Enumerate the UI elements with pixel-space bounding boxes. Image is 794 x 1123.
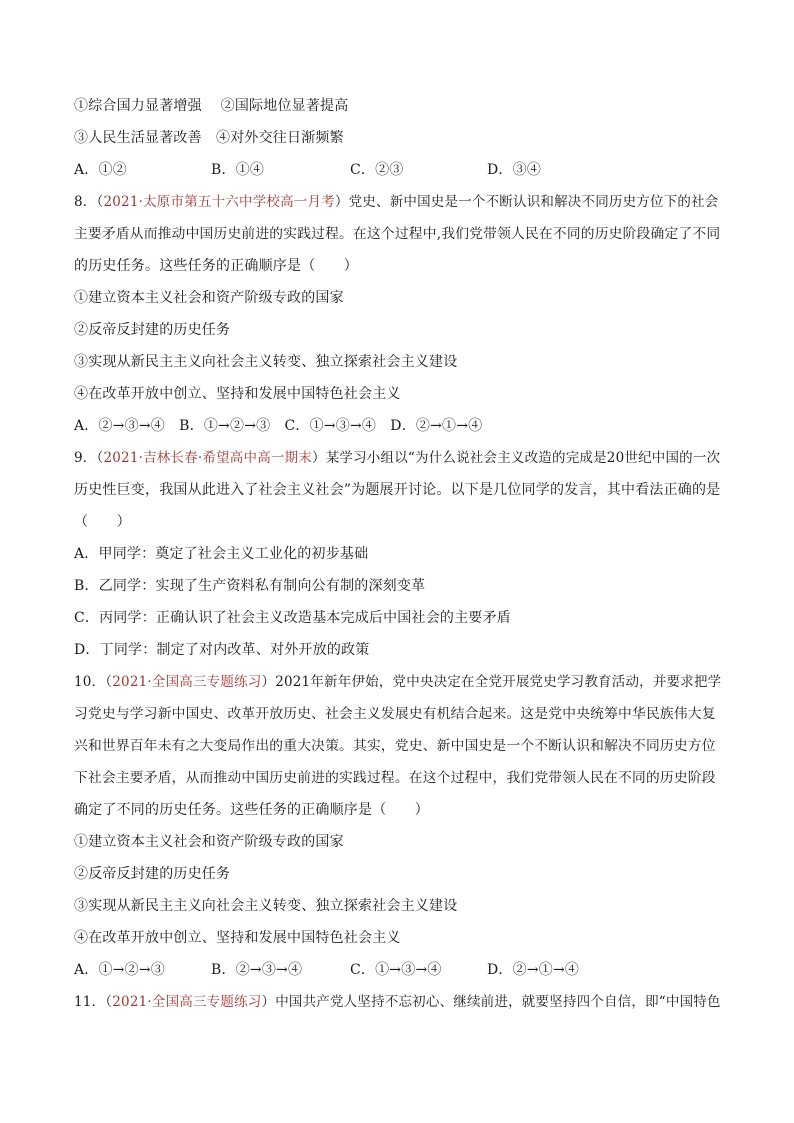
- q9-choice-c: C．丙同学：正确认识了社会主义改造基本完成后中国社会的主要矛盾: [74, 610, 511, 626]
- q10-stem-line-1: 10．（2021·全国高三专题练习）2021年新年伊始，党中央决定在全党开展党史学习教育活动，并要求把学: [74, 674, 722, 690]
- q10-source: 2021·全国高三专题练习: [112, 674, 262, 690]
- q8-item-1: ①建立资本主义社会和资产阶级专政的国家: [74, 290, 344, 306]
- q8-stem-line-2: 主要矛盾从而推动中国历史前进的实践过程。在这个过程中,我们党带领人民在不同的历史阶段确定了不同: [74, 226, 721, 242]
- q8-choices: A．②→③→④ B．①→②→③ C．①→③→④ D．②→①→④: [74, 418, 483, 434]
- document-page: [74, 96, 724, 1024]
- q10-item-4: ④在改革开放中创立、坚持和发展中国特色社会主义: [74, 930, 401, 946]
- q7-option-row-2: ③人民生活显著改善 ④对外交往日渐频繁: [74, 130, 344, 146]
- q9-choice-d: D．丁同学：制定了对内改革、对外开放的政策: [74, 642, 370, 658]
- q9-choice-a: A．甲同学：奠定了社会主义工业化的初步基础: [74, 546, 369, 562]
- q9-stem-line-2: 历史性巨变，我国从此进入了社会主义社会”为题展开讨论。以下是几位同学的发言，其中看法正确的是: [74, 482, 721, 498]
- q10-choices: [74, 960, 724, 992]
- q7-option-row-1: ①综合国力显著增强 ②国际地位显著提高: [74, 98, 349, 114]
- q10-choice-c: C．①→③→④: [350, 962, 442, 978]
- q10-choice-d: D．②→①→④: [487, 962, 580, 978]
- q7-choices: [74, 160, 724, 192]
- q10-stem-line-3: 兴和世界百年未有之大变局作出的重大决策。其实，党史、新中国史是一个不断认识和解决不同历史方位: [74, 738, 716, 754]
- q10-item-2: ②反帝反封建的历史任务: [74, 866, 231, 882]
- q7-choice-d: D．③④: [487, 162, 542, 178]
- q10-item-1: ①建立资本主义社会和资产阶级专政的国家: [74, 834, 344, 850]
- q10-choice-a: A．①→②→③: [74, 962, 165, 978]
- q7-choice-b: B．①④: [211, 162, 265, 178]
- q11-number: 11．: [74, 994, 106, 1010]
- q9-stem-line-3: （ ）: [74, 514, 131, 530]
- q10-stem-line-2: 习党史与学习新中国史、改革开放历史、社会主义发展史有机结合起来。这是党中央统筹中华民族伟大复: [74, 706, 716, 722]
- q7-choice-c: C．②③: [350, 162, 404, 178]
- q8-item-2: ②反帝反封建的历史任务: [74, 322, 231, 338]
- q8-item-4: ④在改革开放中创立、坚持和发展中国特色社会主义: [74, 386, 401, 402]
- q8-number: 8．: [74, 194, 97, 210]
- q8-item-3: ③实现从新民主主义向社会主义转变、独立探索社会主义建设: [74, 354, 458, 370]
- q9-number: 9．: [74, 450, 97, 466]
- q10-stem-line-4: 下社会主要矛盾，从而推动中国历史前进的实践过程。在这个过程中，我们党带领人民在不同的历史阶段: [74, 770, 716, 786]
- q8-stem-line-1: 8．（2021·太原市第五十六中学校高一月考）党史、新中国史是一个不断认识和解决不同历史方位下的社会: [74, 194, 719, 210]
- q11-stem-line-1: 11．（2021·全国高三专题练习）中国共产党人坚持不忘初心、继续前进，就要坚持四个自信，即“中国特色: [74, 994, 721, 1010]
- q8-stem-line-3: 的历史任务。这些任务的正确顺序是（ ）: [74, 258, 358, 274]
- q10-choice-b: B．②→③→④: [211, 962, 303, 978]
- q11-source: 2021·全国高三专题练习: [112, 994, 262, 1010]
- q10-stem-line-5: 确定了不同的历史任务。这些任务的正确顺序是（ ）: [74, 802, 429, 818]
- q10-item-3: ③实现从新民主主义向社会主义转变、独立探索社会主义建设: [74, 898, 458, 914]
- q9-stem-line-1: 9．（2021·吉林长春·希望高中高一期末）某学习小组以“为什么说社会主义改造的完成是20世纪中国的一次: [74, 450, 721, 466]
- q8-source: 2021·太原市第五十六中学校高一月考: [103, 194, 335, 210]
- q7-choice-a: A．①②: [74, 162, 127, 178]
- q10-number: 10．: [74, 674, 106, 690]
- q9-choice-b: B．乙同学：实现了生产资料私有制向公有制的深刻变革: [74, 578, 426, 594]
- q9-source: 2021·吉林长春·希望高中高一期末: [103, 450, 312, 466]
